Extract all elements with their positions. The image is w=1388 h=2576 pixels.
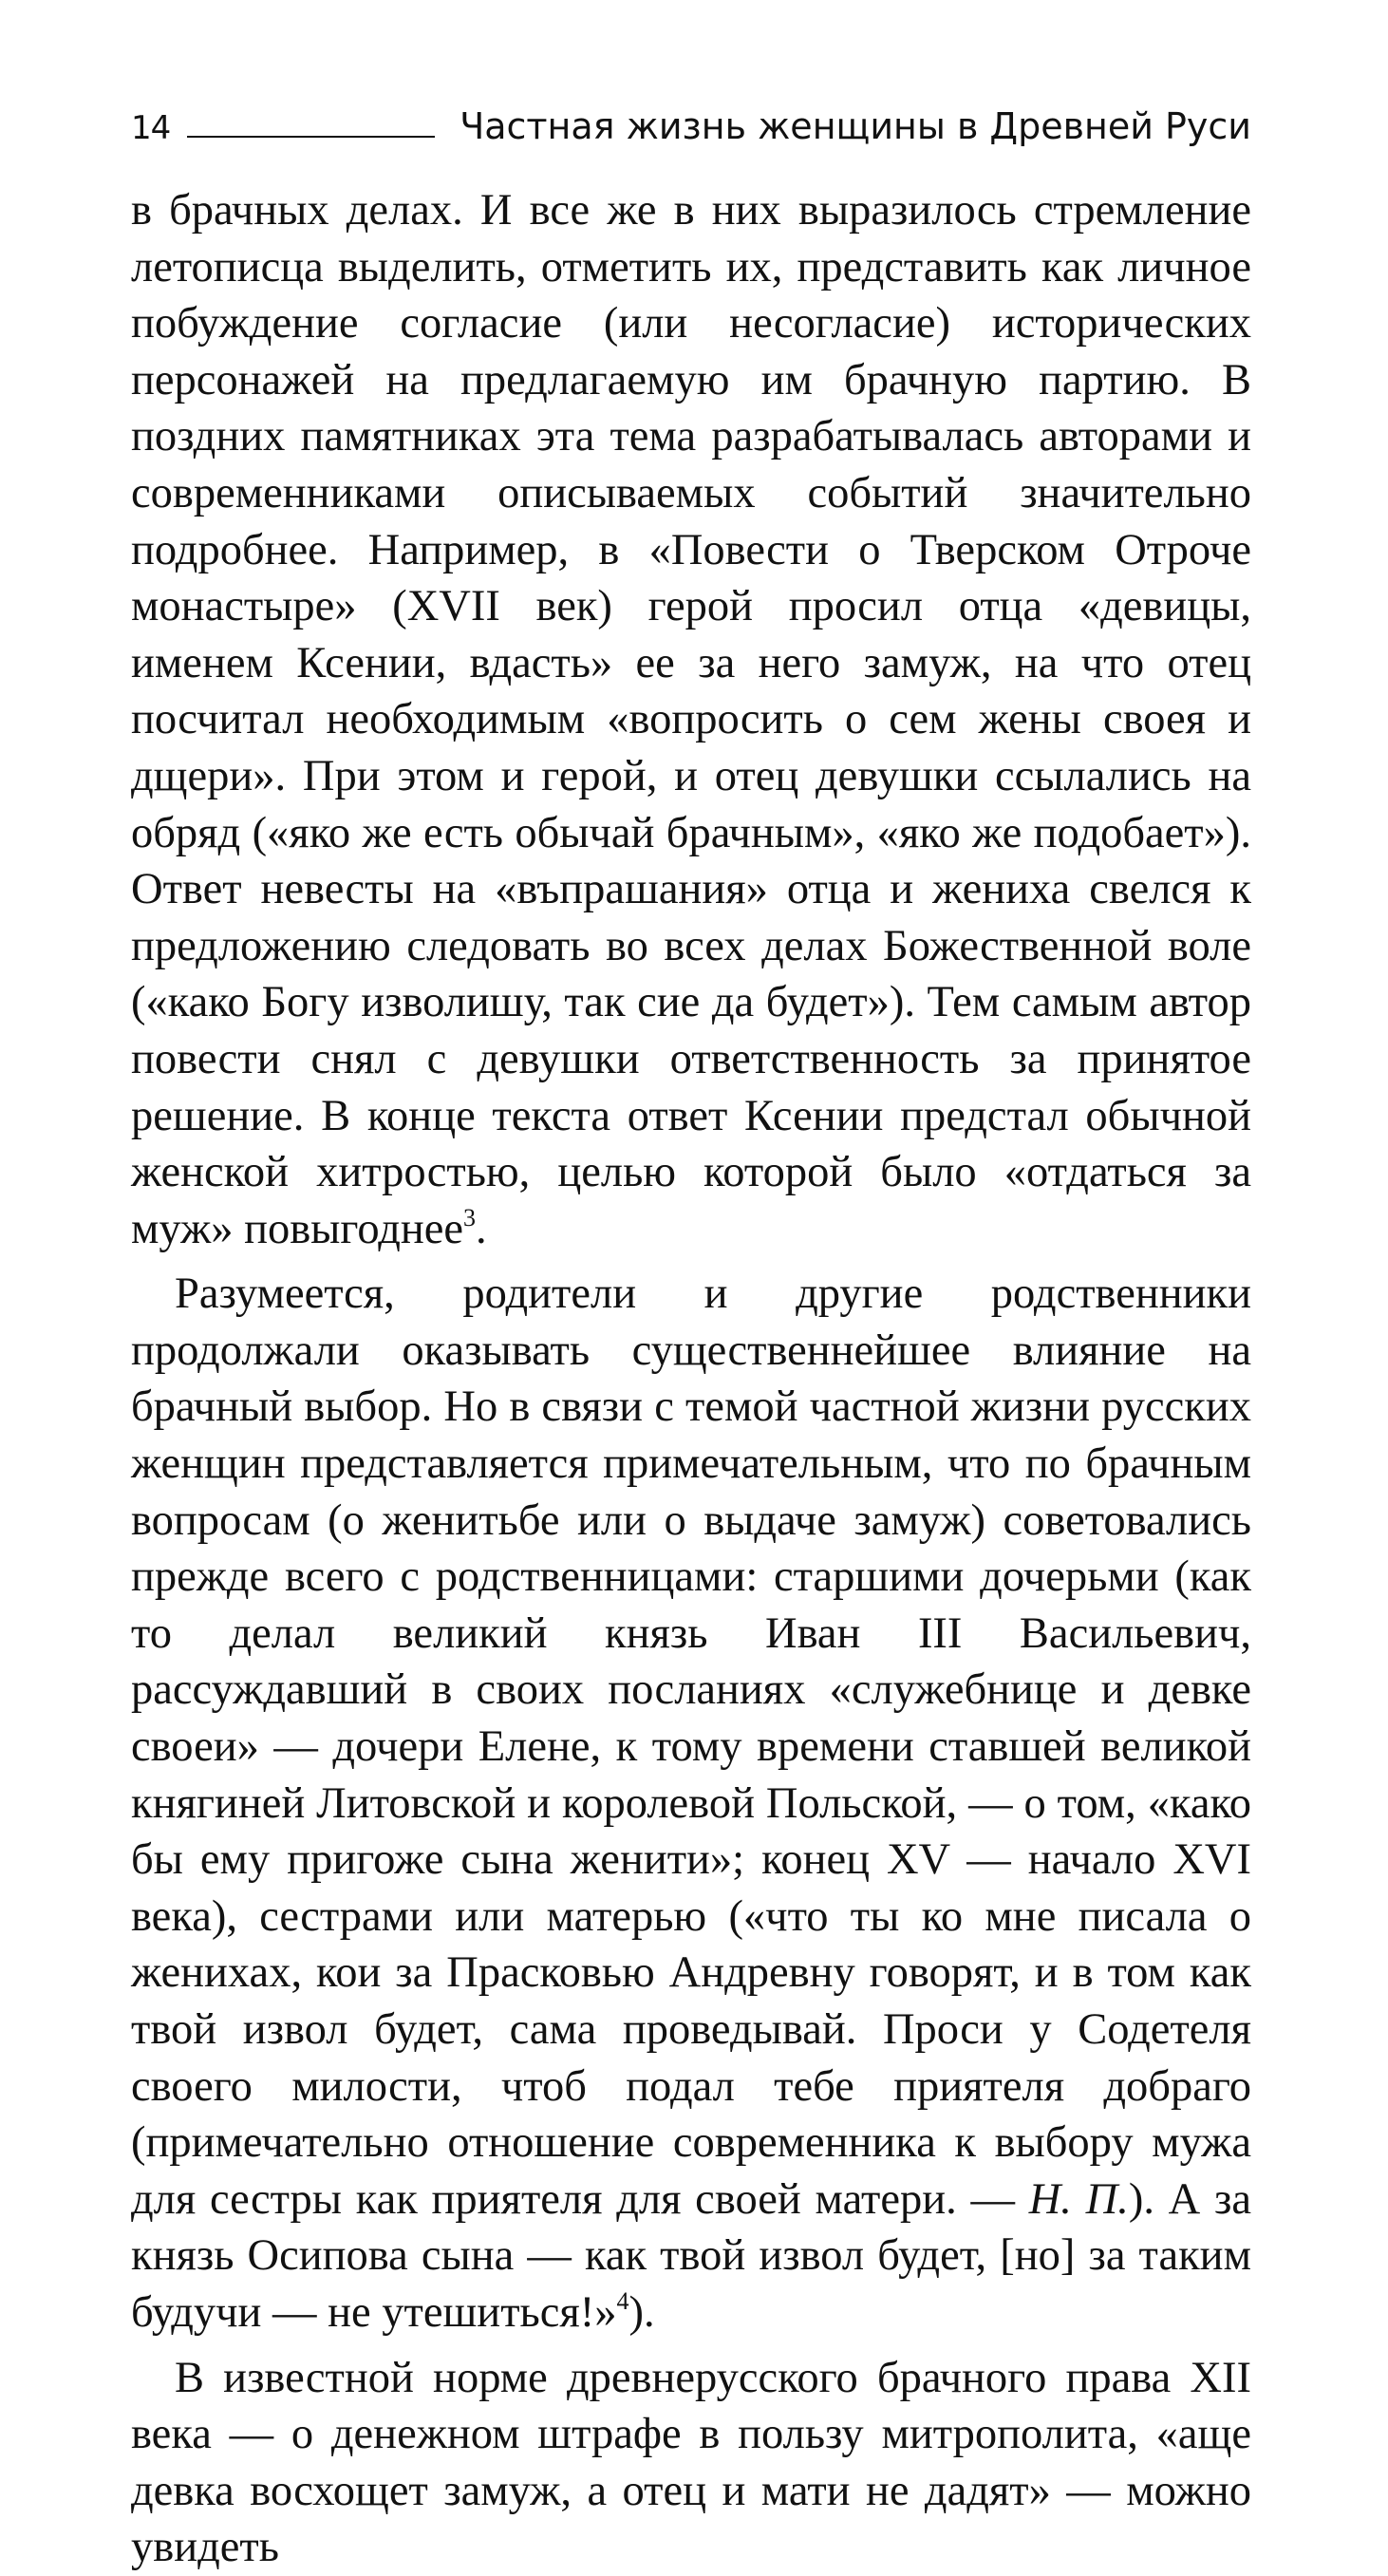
paragraph-text: . <box>476 1204 487 1253</box>
author-initials: Н. П. <box>1028 2174 1129 2224</box>
paragraph-text: В известной норме древнерусского брачного права XII века — о денежном штрафе в пользу митрополита, «аще девка восхощет замуж, а отец и мати не дадят» — можно увидеть <box>131 2353 1251 2572</box>
paragraph-text: Разумеется, родители и другие родственники продолжали оказывать существеннейшее влияние на брачный выбор. Но в связи с темой частной жизни русских женщин представляется примечательным, что по брачным вопросам (о женитьбе или о выдаче замуж) советовались прежде всего с родственницами: старшими дочерьми (как то делал великий князь Иван III Васильевич, рассуждавший в своих посланиях «служебнице и девке своеи» — дочери Елене, к тому времени ставшей великой княгиней Литовской и королевой Польской, — о том, «како бы ему пригоже сына женити»; конец XV — начало XVI века), сестрами или матерью («что ты ко мне писала о женихах, кои за Прасковью Андревну говорят, и в том как твой извол будет, сама проведывай. Проси у Содетеля своего милости, чтоб подал тебе приятеля добраго (примечательно отношение современника к выбору мужа для сестры как приятеля для своей матери. — <box>131 1269 1251 2224</box>
body-text <box>131 182 1251 2576</box>
paragraph-text: в брачных делах. И все же в них выразилось стремление летописца выделить, отметить их, представить как личное побуждение согласие (или несогласие) исторических персонажей на предлагаемую им брачную партию. В поздних памятниках эта тема разрабатывалась авторами и современниками описываемых событий значительно подробнее. Например, в «Повести о Тверском Отроче монастыре» (XVII век) герой просил отца «девицы, именем Ксении, вдасть» ее за него замуж, на что отец посчитал необходимым «вопросить о сем жены своея и дщери». При этом и герой, и отец девушки ссылались на обряд («яко же есть обычай брачным», «яко же подобает»). Ответ невесты на «въпрашания» отца и жениха свелся к предложению следовать во всех делах Божественной воле («како Богу изволишу, так сие да будет»). Тем самым автор повести снял с девушки ответственность за принятое решение. В конце текста ответ Ксении предстал обычной женской хитростью, целью которой было «отдаться за муж» повыгоднее <box>131 186 1251 1253</box>
running-head <box>131 95 1251 147</box>
header-rule <box>187 136 435 138</box>
footnote-marker: 3 <box>463 1203 477 1232</box>
paragraph-text: ). <box>628 2287 655 2337</box>
paragraph-1 <box>131 182 1251 1257</box>
page-number: 14 <box>131 109 171 147</box>
book-page <box>131 95 1251 2576</box>
running-title: Частная жизнь женщины в Древней Руси <box>460 105 1251 147</box>
footnote-marker: 4 <box>616 2286 629 2315</box>
paragraph-3 <box>131 2350 1251 2576</box>
paragraph-text: ). А за князь Осипова сына — как твой извол будет, [но] за таким будучи — не утешиться!» <box>131 2174 1251 2337</box>
paragraph-2 <box>131 1266 1251 2341</box>
